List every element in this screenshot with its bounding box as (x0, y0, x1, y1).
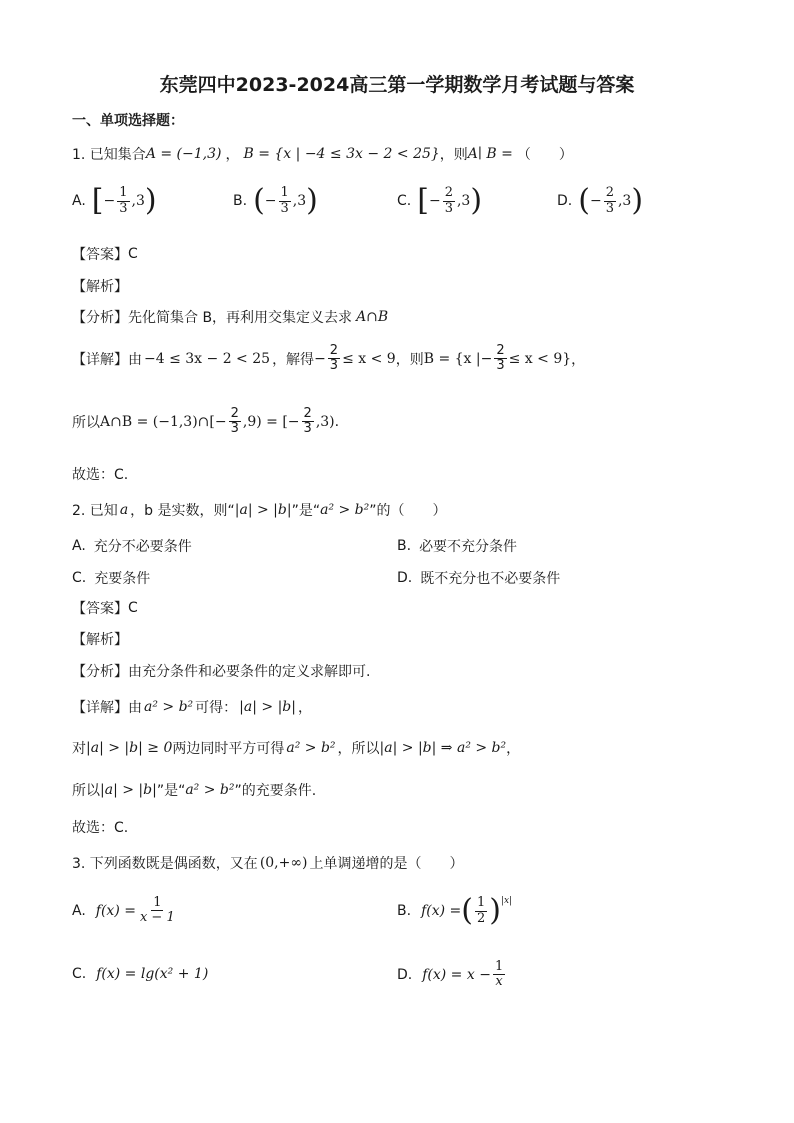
sign: − (264, 193, 277, 209)
q3-stem-end: 上单调递增的是（ ） (309, 856, 464, 872)
text: 所以 (72, 783, 100, 799)
option-text: 既不充分也不必要条件 (420, 571, 561, 587)
q2-detail-line3 (72, 780, 316, 800)
value: ,3 (131, 193, 145, 209)
q1-option-d (557, 183, 644, 218)
bracket-right: ) (144, 183, 157, 218)
q1-option-a (72, 183, 157, 218)
option-letter: A. (72, 538, 86, 554)
numerator: 2 (329, 343, 339, 358)
q2-detail (72, 697, 312, 717)
text: ”是“ (156, 783, 186, 799)
so-text: 所以 (72, 414, 100, 431)
q3-interval: (0,+∞) (259, 855, 308, 871)
numerator: 2 (230, 406, 239, 421)
detail-label: 【详解】 (72, 351, 128, 368)
section-heading: 一、单项选择题： (72, 113, 184, 129)
answer-value: C (128, 246, 138, 262)
sign: − (589, 193, 602, 209)
so-math-1: A∩B = (−1,3)∩[− (100, 413, 227, 430)
exponent: |x| (500, 896, 513, 906)
q3-stem (72, 853, 464, 873)
option-letter: A. (72, 193, 86, 209)
fenxi-text: 先化简集合 B，再利用交集定义去求 (128, 310, 353, 326)
detail-text: ，则 (395, 351, 424, 368)
fraction (117, 186, 129, 216)
denominator: 2 (476, 910, 486, 926)
numerator: 1 (476, 895, 486, 911)
option-letter: D. (397, 570, 413, 586)
q1-set-b: B = {x | −4 ≤ 3x − 2 < 25} (243, 146, 440, 162)
bracket-left: ( (253, 183, 265, 218)
q2-detail-line2 (72, 738, 520, 758)
numerator: 2 (496, 343, 505, 358)
q2-stem-mid2: ”是“ (291, 503, 321, 519)
q2-fenxi (72, 661, 370, 681)
detail-ineq: −4 ≤ 3x − 2 < 25 (144, 350, 271, 367)
q2-stem-mid: ，b 是实数，则“ (130, 503, 235, 519)
fraction (302, 407, 314, 437)
q2-answer (72, 598, 138, 618)
detail-set-end: ≤ x < 9} (508, 350, 572, 367)
fraction (493, 960, 505, 990)
detail-math: a² > b² (144, 699, 194, 715)
func-expr: f(x) = lg(x² + 1) (96, 966, 209, 982)
option-text: 充要条件 (94, 571, 151, 587)
detail-text: 可得： (195, 700, 238, 716)
detail-set: B = {x | (423, 350, 481, 367)
q1-ask: A∣ B = (467, 146, 513, 162)
detail-text: 由 (128, 700, 142, 716)
q1-choose: 故选：C. (72, 467, 129, 483)
bracket-right: ) (470, 183, 483, 218)
numerator: 2 (605, 185, 614, 201)
numerator: 2 (303, 406, 312, 421)
option-text: 必要不充分条件 (419, 539, 518, 555)
q2-var-a: a (119, 502, 129, 518)
fraction (138, 896, 177, 926)
denominator: 3 (605, 200, 614, 216)
value: ,3 (292, 193, 307, 209)
option-letter: C. (72, 966, 87, 982)
bracket-right: ) (306, 183, 318, 218)
text: ”的充要条件. (234, 783, 317, 799)
option-letter: D. (397, 966, 413, 983)
q2-stem-prefix: 2. 已知 (72, 503, 118, 519)
option-letter: A. (72, 902, 86, 919)
numerator: 1 (119, 185, 128, 201)
detail-comma: ， (297, 700, 312, 716)
denominator: 3 (444, 200, 453, 216)
detail-text: 由 (128, 351, 142, 368)
q2-cond1: |a| > |b| (234, 502, 292, 518)
q3-option-a (72, 896, 179, 926)
fraction (443, 186, 455, 216)
numerator: 2 (444, 185, 453, 201)
q2-option-a (72, 536, 192, 556)
answer-label: 【答案】 (72, 247, 128, 263)
bracket-right: ) (631, 183, 644, 218)
denominator: 3 (303, 421, 312, 437)
fraction (229, 407, 241, 437)
numerator: 1 (280, 185, 289, 201)
math: |a| > |b| (100, 782, 157, 798)
so-math-2: ,9) = [− (242, 413, 300, 430)
q3-option-b (397, 893, 513, 928)
func-lhs: f(x) = x − (422, 966, 491, 983)
q1-option-c (397, 183, 483, 218)
detail-ineq2: ≤ x < 9 (342, 350, 396, 367)
q2-analysis-label: 【解析】 (72, 632, 128, 648)
detail-label: 【详解】 (72, 700, 128, 716)
option-letter: B. (397, 903, 412, 919)
q1-option-b (233, 183, 318, 218)
q1-set-a: A = (−1,3) (145, 146, 222, 162)
bracket-left: [ (417, 183, 429, 218)
numerator: 1 (153, 895, 162, 910)
q1-detail (72, 344, 585, 374)
option-letter: B. (397, 538, 412, 554)
math: |a| > |b| ≥ 0 (86, 740, 173, 756)
text: 两边同时平方可得 (172, 741, 285, 757)
value: ,3 (456, 193, 471, 209)
option-letter: D. (557, 193, 573, 209)
math: a² > b² (185, 782, 235, 798)
q1-stem (72, 144, 573, 164)
q2-option-b (397, 536, 517, 556)
option-letter: C. (72, 570, 87, 586)
fenxi-text: 由充分条件和必要条件的定义求解即可. (128, 664, 371, 680)
detail-text: ，解得 (272, 351, 315, 368)
answer-value: C (128, 600, 138, 616)
math: a² > b² (286, 740, 336, 756)
sign: − (103, 193, 116, 209)
q3-option-c (72, 966, 208, 982)
q1-sep: ， (225, 147, 240, 163)
option-text: 充分不必要条件 (93, 539, 192, 555)
text: 对 (72, 741, 86, 757)
minus: − (480, 350, 493, 367)
so-math-3: ,3). (315, 413, 340, 430)
q2-stem-end: ”的（ ） (369, 503, 447, 519)
minus: − (314, 350, 326, 367)
q3-option-d (397, 960, 507, 990)
option-letter: B. (233, 193, 248, 209)
text: ， (506, 741, 521, 757)
denominator: 3 (280, 200, 289, 216)
q2-stem (72, 500, 447, 520)
func-lhs: f(x) = (95, 902, 136, 919)
fraction (328, 344, 340, 374)
value: ,3 (617, 193, 632, 209)
denominator: x (495, 974, 503, 990)
paren-right: ) (489, 893, 501, 928)
denominator: x − 1 (139, 910, 175, 926)
fenxi-label: 【分析】 (72, 310, 128, 326)
q1-answer (72, 244, 138, 264)
q2-cond2: a² > b² (320, 502, 370, 518)
denominator: 3 (496, 358, 505, 374)
q2-option-d (397, 568, 560, 588)
q1-paren: （ ） (516, 147, 573, 163)
bracket-left: ( (578, 183, 590, 218)
fraction (475, 896, 487, 926)
q1-analysis-label: 【解析】 (72, 279, 128, 295)
q2-choose: 故选：C. (72, 820, 129, 836)
denominator: 3 (329, 358, 339, 374)
func-lhs: f(x) = (421, 903, 462, 919)
detail-comma: ， (571, 351, 586, 368)
answer-label: 【答案】 (72, 601, 128, 617)
fenxi-label: 【分析】 (72, 664, 128, 680)
q1-stem-prefix: 1. 已知集合 (72, 147, 146, 163)
q3-stem-prefix: 3. 下列函数既是偶函数，又在 (72, 856, 258, 872)
option-letter: C. (397, 193, 412, 209)
paren-left: ( (461, 893, 473, 928)
q1-stem-mid: ，则 (439, 147, 468, 163)
fraction (604, 186, 616, 216)
numerator: 1 (494, 959, 504, 974)
fraction (494, 344, 506, 374)
q1-fenxi (72, 307, 388, 327)
fenxi-math: A∩B (356, 309, 389, 325)
sign: − (428, 193, 441, 209)
math: |a| > |b| ⇒ a² > b² (379, 740, 507, 756)
fraction (279, 186, 291, 216)
denominator: 3 (230, 421, 239, 437)
page-title: 东莞四中2023-2024高三第一学期数学月考试题与答案 (159, 74, 635, 96)
q2-option-c (72, 568, 150, 588)
detail-math: |a| > |b| (239, 699, 296, 715)
q1-so (72, 407, 339, 437)
bracket-left: [ (91, 183, 104, 218)
denominator: 3 (119, 200, 128, 216)
text: ，所以 (337, 741, 380, 757)
